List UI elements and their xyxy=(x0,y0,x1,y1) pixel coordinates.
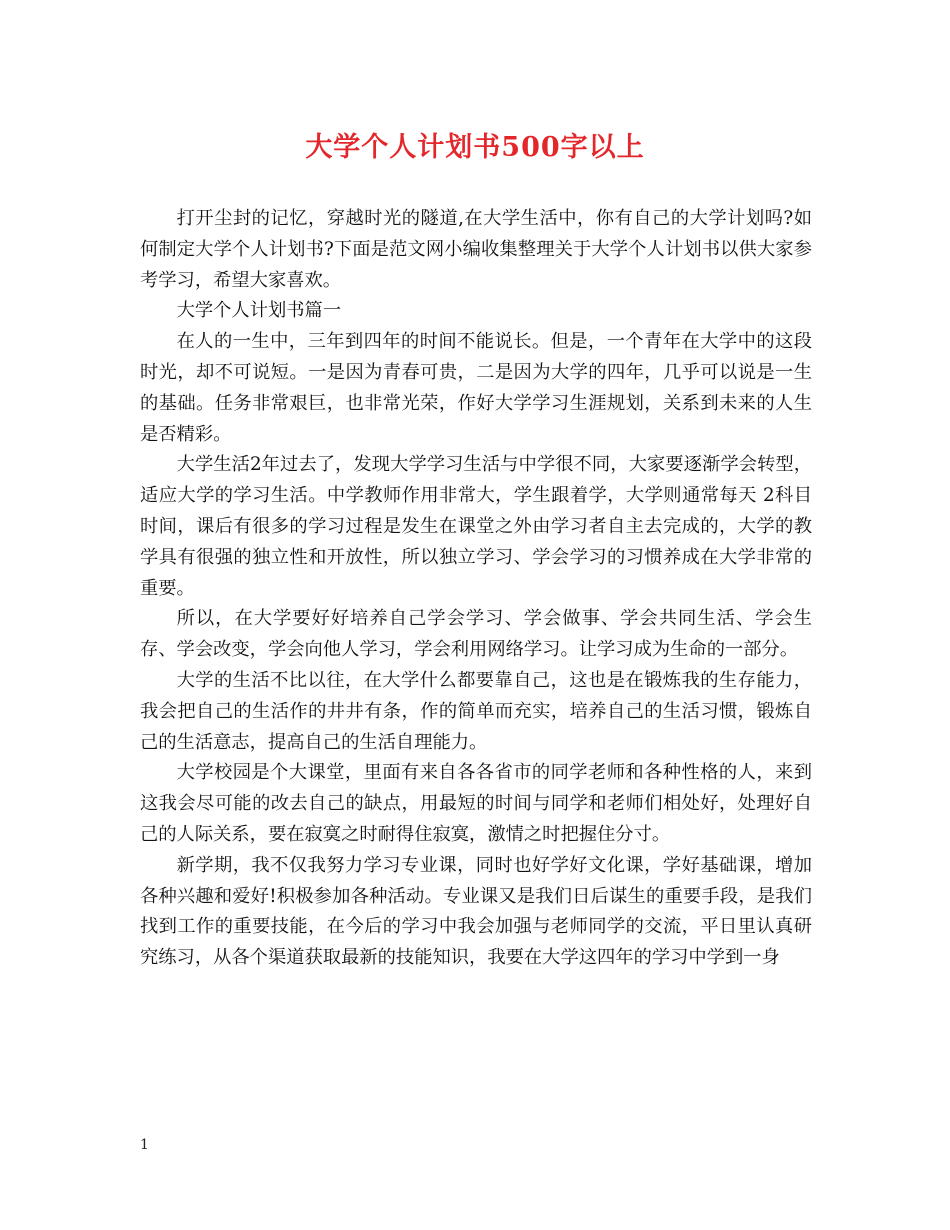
paragraph: 大学的生活不比以往，在大学什么都要靠自己，这也是在锻炼我的生存能力，我会把自己的生活作的井井有条，作的简单而充实，培养自己的生活习惯，锻炼自己的生活意志，提高自己的生活自理能力。 xyxy=(140,669,812,753)
paragraph: 所以，在大学要好好培养自己学会学习、学会做事、学会共同生活、学会生存、学会改变，学会向他人学习，学会利用网络学习。让学习成为生命的一部分。 xyxy=(140,608,812,661)
document-body xyxy=(140,204,812,974)
paragraph: 在人的一生中，三年到四年的时间不能说长。但是，一个青年在大学中的这段时光，却不可说短。一是因为青春可贵，二是因为大学的四年，几乎可以说是一生的基础。任务非常艰巨，也非常光荣，作好大学学习生涯规划，关系到未来的人生是否精彩。 xyxy=(140,331,812,445)
paragraph-intro: 打开尘封的记忆，穿越时光的隧道,在大学生活中，你有自己的大学计划吗?如何制定大学个人计划书?下面是范文网小编收集整理关于大学个人计划书以供大家参考学习，希望大家喜欢。 xyxy=(140,208,812,291)
page-number: 1 xyxy=(140,1137,149,1153)
paragraph: 大学生活2年过去了，发现大学学习生活与中学很不同，大家要逐渐学会转型，适应大学的学习生活。中学教师作用非常大，学生跟着学，大学则通常每天 2科目时间，课后有很多的学习过程是发生在课堂之外由学习者自主去完成的，大学的教学具有很强的独立性和开放性，所以独立学习、学会学习的习惯养成在大学非常的重要。 xyxy=(140,454,812,599)
page-title: 大学个人计划书500字以上 xyxy=(305,132,645,163)
section-heading: 大学个人计划书篇一 xyxy=(176,300,342,322)
paragraph: 大学校园是个大课堂，里面有来自各各省市的同学老师和各种性格的人，来到这我会尽可能的改去自己的缺点，用最短的时间与同学和老师们相处好，处理好自己的人际关系，要在寂寞之时耐得住寂寞，激情之时把握住分寸。 xyxy=(140,762,812,845)
paragraph: 新学期，我不仅我努力学习专业课，同时也好学好文化课，学好基础课，增加各种兴趣和爱好!积极参加各种活动。专业课又是我们日后谋生的重要手段，是我们找到工作的重要技能，在今后的学习中我会加强与老师同学的交流，平日里认真研究练习，从各个渠道获取最新的技能知识，我要在大学这四年的学习中学到一身 xyxy=(140,854,812,969)
